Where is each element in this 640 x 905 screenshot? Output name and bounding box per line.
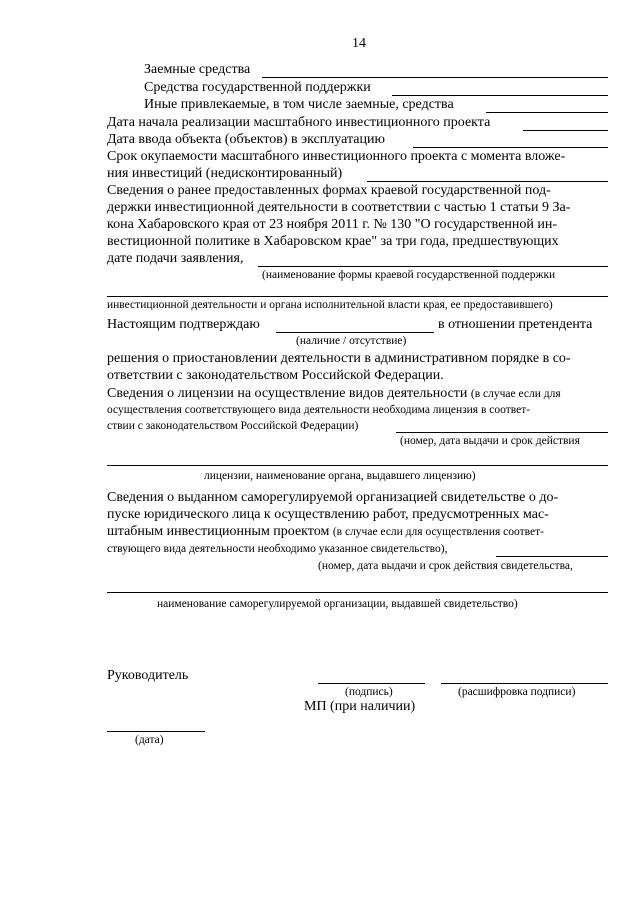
sro-line-1: Сведения о выданном саморегулируемой организацией свидетельстве о до-	[107, 490, 559, 505]
license-line-3: ствии с законодательством Российской Федерации)	[107, 420, 359, 432]
commissioning-date-field[interactable]	[413, 147, 608, 148]
date-field[interactable]	[107, 731, 205, 732]
sro-line-3-main: штабным инвестиционным проектом	[107, 524, 330, 539]
borrowed-funds-field[interactable]	[262, 77, 608, 78]
support-history-line-1: Сведения о ранее предоставленных формах краевой государственной под-	[107, 183, 551, 198]
support-history-hint-2: инвестиционной деятельности и органа исполнительной власти края, ее предоставившего)	[107, 299, 553, 311]
payback-field[interactable]	[367, 181, 608, 182]
sro-hint-2: наименование саморегулируемой организации, выдавшей свидетельство)	[157, 598, 518, 610]
confirm-hint: (наличие / отсутствие)	[296, 335, 407, 347]
start-date-label: Дата начала реализации масштабного инвестиционного проекта	[107, 115, 491, 130]
sro-hint-1: (номер, дата выдачи и срок действия свидетельства,	[318, 560, 573, 572]
page-number: 14	[352, 36, 366, 51]
support-history-field-2[interactable]	[107, 296, 608, 297]
state-support-funds-label: Средства государственной поддержки	[144, 80, 371, 95]
sro-line-3-small: (в случае если для осуществления соответ-	[332, 526, 544, 538]
borrowed-funds-label: Заемные средства	[144, 62, 251, 77]
signature-field[interactable]	[318, 683, 425, 684]
signature-hint: (подпись)	[345, 686, 393, 698]
license-hint-2: лицензии, наименование органа, выдавшего лицензию)	[204, 470, 476, 482]
stamp-label: МП (при наличии)	[304, 699, 416, 714]
sro-line-3	[107, 525, 544, 539]
sro-field-2[interactable]	[107, 592, 608, 593]
other-funds-field[interactable]	[486, 112, 608, 113]
head-label: Руководитель	[107, 668, 189, 683]
support-history-field[interactable]	[258, 266, 608, 267]
sro-line-2: пуске юридического лица к осуществлению работ, предусмотренных мас-	[107, 507, 549, 522]
state-support-funds-field[interactable]	[392, 95, 608, 96]
sro-line-4: ствующего вида деятельности необходимо указанное свидетельство),	[107, 543, 448, 555]
confirm-prefix: Настоящим подтверждаю	[107, 317, 260, 332]
license-field-2[interactable]	[107, 465, 608, 466]
support-history-hint-1: (наименование формы краевой государственной поддержки	[262, 269, 556, 281]
sro-field[interactable]	[496, 556, 608, 557]
confirm-line-3: ответствии с законодательством Российской Федерации.	[107, 368, 444, 383]
license-field[interactable]	[396, 432, 608, 433]
confirm-presence-field[interactable]	[276, 332, 434, 333]
license-line-2: осуществления соответствующего вида деятельности необходима лицензия в соответ-	[107, 404, 531, 416]
license-line-1-main: Сведения о лицензии на осуществление видов деятельности	[107, 386, 468, 401]
license-hint-1: (номер, дата выдачи и срок действия	[400, 435, 580, 447]
support-history-line-5: дате подачи заявления,	[107, 251, 244, 266]
license-line-1	[107, 387, 561, 401]
commissioning-date-label: Дата ввода объекта (объектов) в эксплуатацию	[107, 132, 385, 147]
confirm-line-2: решения о приостановлении деятельности в административном порядке в со-	[107, 351, 571, 366]
support-history-line-4: вестиционной политике в Хабаровском крае" за три года, предшествующих	[107, 234, 559, 249]
support-history-line-2: держки инвестиционной деятельности в соответствии с частью 1 статьи 9 За-	[107, 200, 571, 215]
signature-decode-hint: (расшифровка подписи)	[458, 686, 576, 698]
confirm-suffix: в отношении претендента	[438, 317, 593, 332]
other-funds-label: Иные привлекаемые, в том числе заемные, средства	[144, 97, 454, 112]
payback-line-1: Срок окупаемости масштабного инвестиционного проекта с момента вложе-	[107, 149, 566, 164]
signature-decode-field[interactable]	[441, 683, 608, 684]
support-history-line-3: кона Хабаровского края от 23 ноября 2011 г. № 130 "О государственной ин-	[107, 217, 558, 232]
date-hint: (дата)	[135, 734, 164, 746]
license-line-1-small: (в случае если для	[470, 388, 561, 400]
start-date-field[interactable]	[523, 130, 608, 131]
payback-line-2: ния инвестиций (недисконтированный)	[107, 166, 343, 181]
